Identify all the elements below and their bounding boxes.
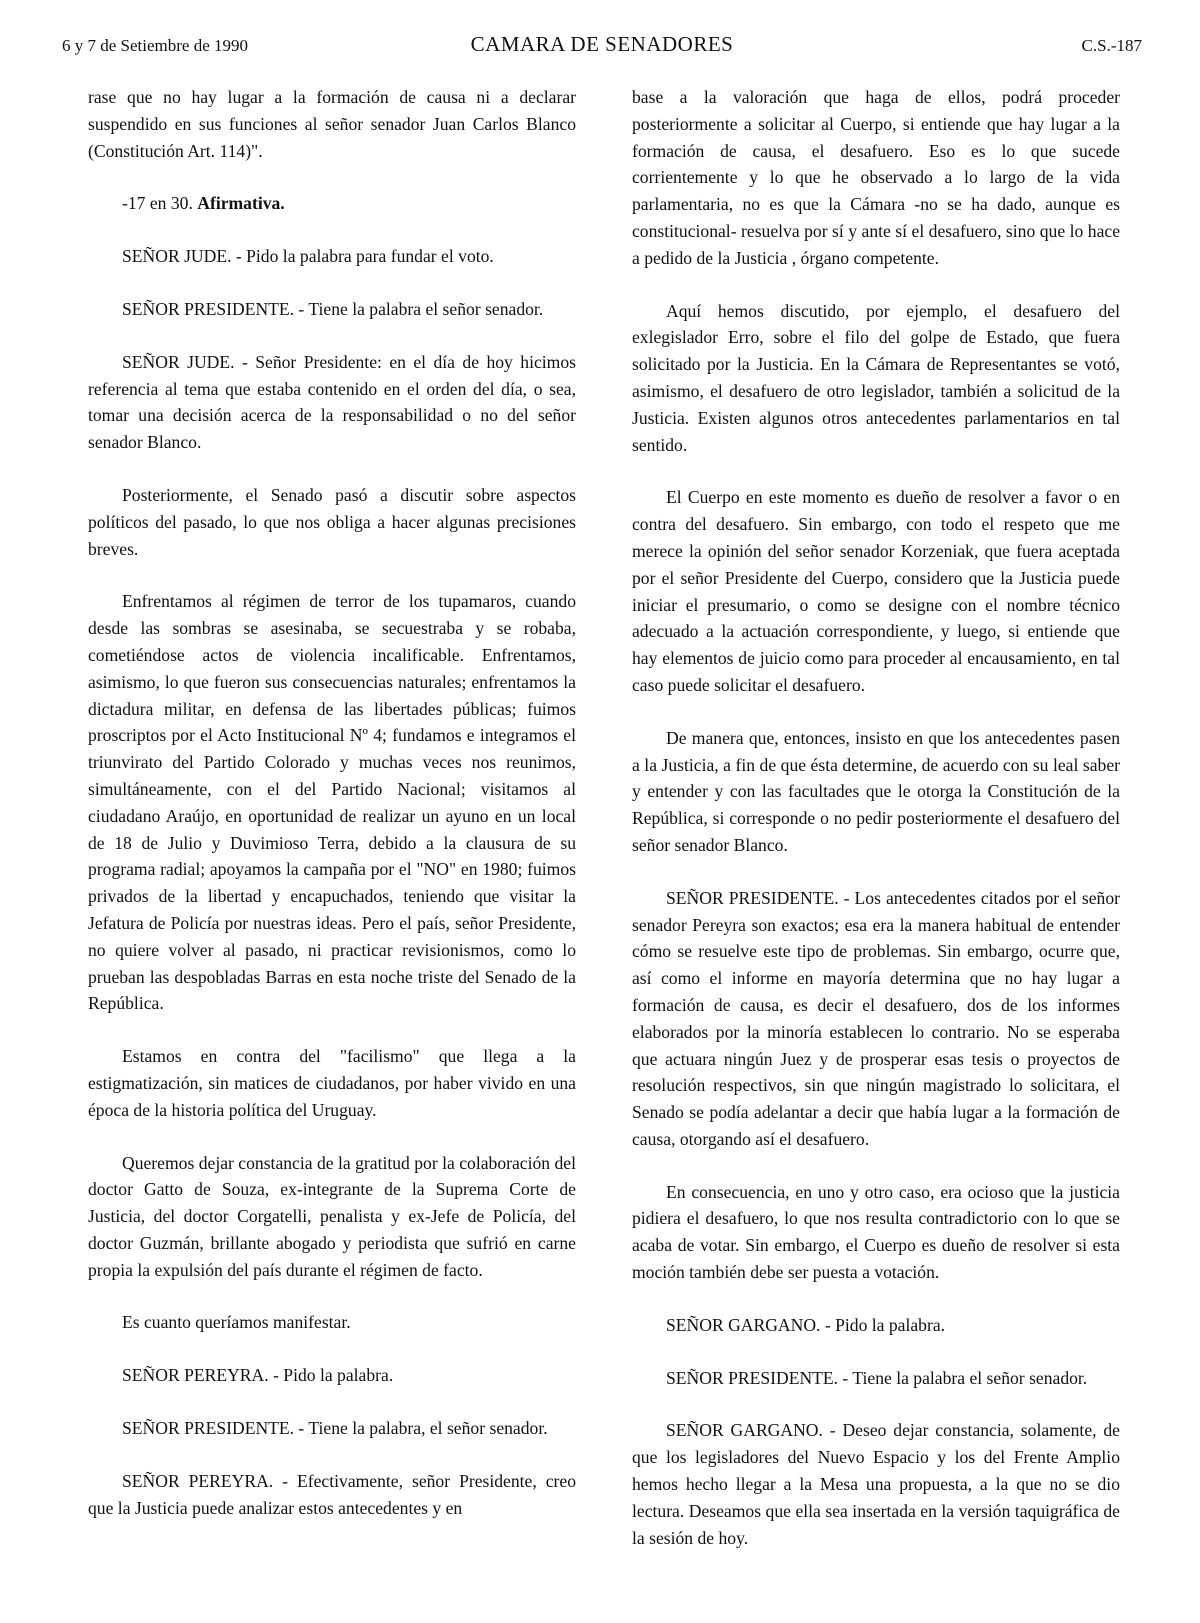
paragraph-text: SEÑOR GARGANO. - Deseo dejar constancia, solamente, de que los legisladores del Nuevo Espacio y los del Frente Amplio hemos hecho llegar a la Mesa una propuesta, a la que no se dio lectura. Deseamos que ella sea insertada en la versión taquigráfica de la sesión de hoy.: [632, 1420, 1120, 1548]
paragraph-text: SEÑOR JUDE. - Señor Presidente: en el día de hoy hicimos referencia al tema que estaba contenido en el orden del día, o sea, tomar una decisión acerca de la responsabilidad o no del señor senador Blanco.: [88, 351, 576, 453]
paragraph-text: De manera que, entonces, insisto en que los antecedentes pasen a la Justicia, a fin de que ésta determine, de acuerdo con su leal saber y entender y con las facultades que le otorga la Constitución de la República, si corresponde o no pedir posteriormente el desafuero del señor senador Blanco.: [632, 727, 1120, 855]
paragraph-text: SEÑOR PRESIDENTE. - Tiene la palabra, el señor senador.: [122, 1418, 548, 1439]
paragraph: [88, 1415, 576, 1442]
vote-result: Afirmativa.: [197, 193, 285, 214]
right-column: [632, 84, 1120, 1577]
paragraph: [88, 296, 576, 323]
vote-count: -17 en 30.: [122, 193, 198, 214]
paragraph-text: SEÑOR PRESIDENTE. - Tiene la palabra el señor senador.: [666, 1367, 1088, 1388]
paragraph: [88, 482, 576, 562]
paragraph-text: SEÑOR PRESIDENTE. - Los antecedentes citados por el señor senador Pereyra son exactos; esa era la manera habitual de entender cómo se resuelve este tipo de problemas. Sin embargo, ocurre que, así como el informe en mayoría determina que no hay lugar a formación de causa, es decir el desafuero, dos de los informes elaborados por la minoría establecen lo contrario. No se esperaba que actuara ningún Juez y de prosperar esas tesis o proyectos de resolución respectivos, sin que ningún magistrado lo solicitara, el Senado se podía adelantar a decir que había lugar a la formación de causa, otorgando así el desafuero.: [632, 887, 1120, 1149]
paragraph: [88, 1362, 576, 1389]
paragraph-text: rase que no hay lugar a la formación de causa ni a declarar suspendido en sus funciones al señor senador Juan Carlos Blanco (Constitución Art. 114)".: [88, 87, 576, 161]
paragraph: [632, 84, 1120, 272]
page-header: [62, 30, 1142, 64]
paragraph: [88, 84, 576, 164]
paragraph-text: base a la valoración que haga de ellos, podrá proceder posteriormente a solicitar al Cuerpo, si entiende que hay lugar a la formación de causa, el desafuero. Eso es lo que sucede corrientemente y lo que he observado a lo largo de la vida parlamentaria, no es que la Cámara -no se ha dado, aunque es constitucional- resuelva por sí y ante sí el desafuero, sino que lo hace a pedido de la Justicia , órgano competente.: [632, 87, 1120, 268]
paragraph-text: Queremos dejar constancia de la gratitud por la colaboración del doctor Gatto de Souza, ex-integrante de la Suprema Corte de Justicia, del doctor Corgatelli, penalista y ex-Jefe de Policía, del doctor Guzmán, brillante abogado y periodista que sufrió en carne propia la expulsión del país durante el régimen de facto.: [88, 1152, 576, 1280]
paragraph-text: En consecuencia, en uno y otro caso, era ocioso que la justicia pidiera el desafuero, lo que nos resulta contradictorio con lo que se acaba de votar. Sin embargo, el Cuerpo es dueño de resolver si esta moción también debe ser puesta a votación.: [632, 1181, 1120, 1283]
paragraph-text: Estamos en contra del "facilismo" que llega a la estigmatización, sin matices de ciudadanos, por haber vivido en una época de la historia política del Uruguay.: [88, 1046, 576, 1120]
paragraph: [632, 1417, 1120, 1551]
left-column: [88, 84, 576, 1547]
paragraph: [88, 190, 576, 217]
paragraph: [632, 1312, 1120, 1339]
paragraph: [632, 484, 1120, 698]
paragraph-text: SEÑOR JUDE. - Pido la palabra para fundar el voto.: [122, 246, 494, 267]
paragraph: [632, 725, 1120, 859]
paragraph-text: SEÑOR GARGANO. - Pido la palabra.: [666, 1314, 946, 1335]
paragraph: [632, 1179, 1120, 1286]
paragraph: [632, 1365, 1120, 1392]
paragraph: [632, 885, 1120, 1153]
paragraph: [88, 1468, 576, 1522]
paragraph-text: SEÑOR PRESIDENTE. - Tiene la palabra el señor senador.: [122, 298, 544, 319]
paragraph-text: Aquí hemos discutido, por ejemplo, el desafuero del exlegislador Erro, sobre el filo del golpe de Estado, que fuera solicitado por la Justicia. En la Cámara de Representantes se votó, asimismo, el desafuero de otro legislador, también a solicitud de la Justicia. Existen algunos otros antecedentes parlamentarios en tal sentido.: [632, 300, 1120, 455]
paragraph: [632, 298, 1120, 459]
paragraph: [88, 588, 576, 1017]
paragraph-text: Enfrentamos al régimen de terror de los tupamaros, cuando desde las sombras se asesinaba, se secuestraba y se robaba, cometiéndose actos de violencia incalificable. Enfrentamos, asimismo, lo que fueron sus consecuencias naturales; enfrentamos la dictadura militar, en defensa de las libertades públicas; fuimos proscriptos por el Acto Institucional Nº 4; fundamos e integramos el triunvirato del Partido Colorado y muchas veces nos reunimos, simultáneamente, con el del Partido Nacional; visitamos al ciudadano Araújo, en oportunidad de realizar un ayuno en un local de 18 de Julio y Duvimioso Terra, debido a la clausura de su programa radial; apoyamos la campaña por el "NO" en 1980; fuimos privados de la libertad y encapuchados, teniendo que visitar la Jefatura de Policía por nuestras ideas. Pero el país, señor Presidente, no quiere volver al pasado, ni practicar revisionismos, como lo prueban las despobladas Barras en esta noche triste del Senado de la República.: [88, 591, 576, 1014]
session-date: 6 y 7 de Setiembre de 1990: [62, 36, 249, 55]
paragraph: [88, 1150, 576, 1284]
paragraph-text: Posteriormente, el Senado pasó a discutir sobre aspectos políticos del pasado, lo que nos obliga a hacer algunas precisiones breves.: [88, 484, 576, 559]
page-number: C.S.-187: [1081, 36, 1142, 55]
paragraph: [88, 349, 576, 456]
paragraph-text: El Cuerpo en este momento es dueño de resolver a favor o en contra del desafuero. Sin embargo, con todo el respeto que me merece la opinión del señor senador Korzeniak, que fuera aceptada por el señor Presidente del Cuerpo, considero que la Justicia puede iniciar el presumario, o como se designe con el nombre técnico adecuado a la actuación correspondiente, y luego, si entiende que hay elementos de juicio como para proceder al encausamiento, en tal caso puede solicitar el desafuero.: [632, 487, 1120, 695]
paragraph-text: SEÑOR PEREYRA. - Efectivamente, señor Presidente, creo que la Justicia puede analizar estos antecedentes y en: [88, 1470, 576, 1518]
paragraph: [88, 1309, 576, 1336]
paragraph: [88, 1043, 576, 1123]
paragraph-text: Es cuanto queríamos manifestar.: [122, 1312, 351, 1333]
paragraph-text: SEÑOR PEREYRA. - Pido la palabra.: [122, 1365, 394, 1386]
paragraph: [88, 243, 576, 270]
chamber-title: CAMARA DE SENADORES: [470, 32, 734, 56]
